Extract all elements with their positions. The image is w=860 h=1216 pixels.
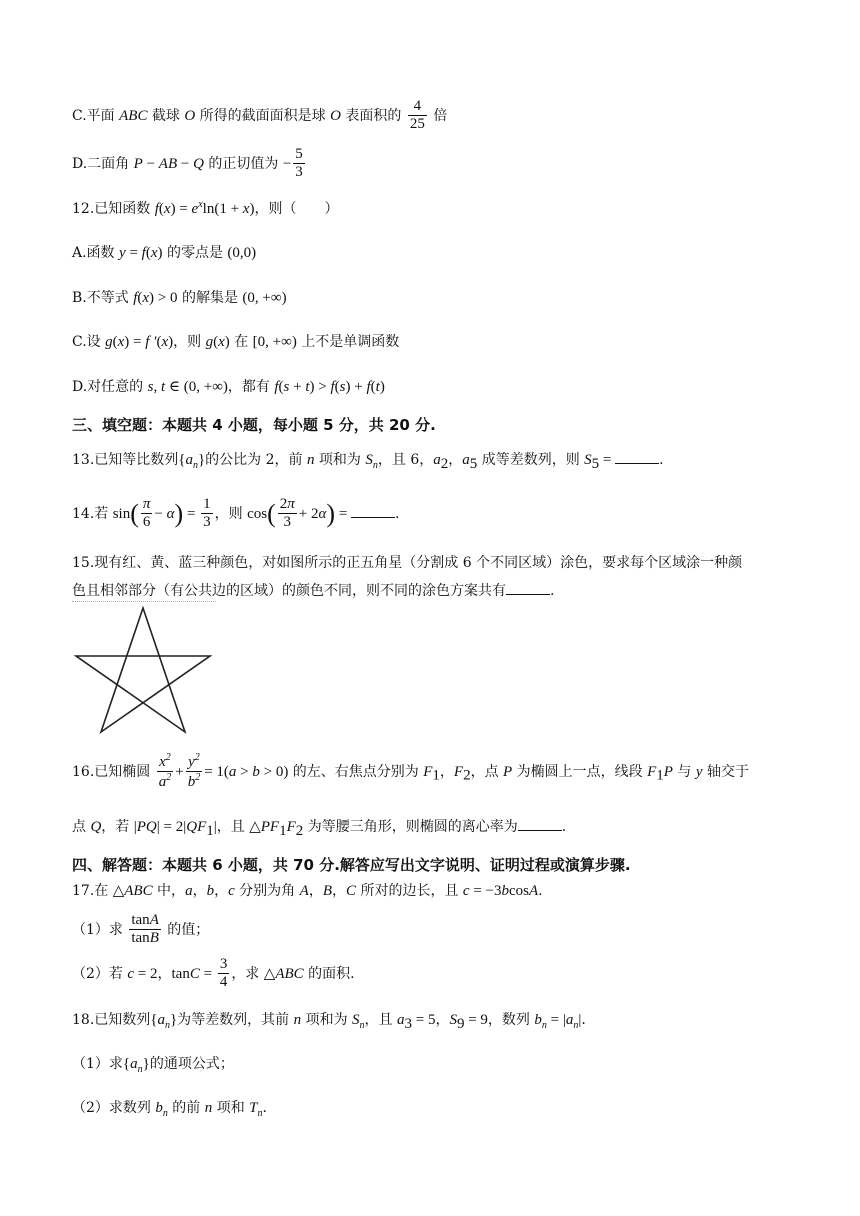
q17-part1: （1）求 $\frac{\tan A}{\tan B}$ 的值； (72, 912, 210, 947)
q18-part2: （2）求数列 $b_n$ 的前 n 项和 $T_n$. (72, 1100, 267, 1119)
q12-stem: 12.已知函数 $f(x) = e^x\ln(1 + x)$，则（ ） (72, 199, 339, 217)
q16-line1: 16.已知椭圆 $\frac{x^2}{a^2}$ + $\frac{y^2}{b^2}$ = 1(a > b > 0) 的左、右焦点分别为 $F_1$，$F_2$，点 P 为椭圆上一点，线段 $F_1P$ 与 y 轴交于 (72, 752, 749, 791)
pentagram-outline (76, 608, 210, 732)
q18-stem: 18.已知数列$\{a_n\}$为等差数列，其前 n 项和为 $S_n$，且 $a_3 = 5$，$S_9 = 9$，数列 $b_n = |a_n|$. (72, 1012, 586, 1032)
q12-option-a: A.函数 y = f(x) 的零点是 (0,0) (72, 245, 257, 261)
q13: 13.已知等比数列$\{a_n\}$的公比为 2，前 n 项和为 $S_n$，且 6，$a_2$，$a_5$ 成等差数列，则 $S_5$ = . (72, 452, 664, 472)
q11-option-d: D.二面角 P − AB − Q 的正切值为 − $\frac{5}{3}$ (72, 146, 303, 181)
q16-line2: 点 Q，若 $|PQ| = 2|QF_1|$，且 $\triangle PF_1F_2$ 为等腰三角形，则椭圆的离心率为 . (72, 819, 567, 839)
q18-part1: （1）求$\{a_n\}$的通项公式； (72, 1056, 234, 1075)
answer-blank (351, 505, 395, 518)
fraction: $\frac{5}{3}$ (295, 146, 303, 181)
q17-stem: 17.在 △ABC 中，a，b，c 分别为角 A，B，C 所对的边长，且 c = −3bcosA. (72, 883, 543, 899)
q15-line1: 15.现有红、黄、蓝三种颜色，对如图所示的正五角星（分割成 6 个不同区域）涂色，要求每个区域涂一种颜 (72, 555, 743, 571)
q17-part2: （2）若 c = 2，tanC = $\frac{3}{4}$ ，求 △ABC 的面积. (72, 956, 355, 991)
pentagram-figure (72, 606, 222, 736)
section-3-heading: 三、填空题：本题共 4 小题，每小题 5 分，共 20 分. (72, 416, 436, 434)
q12-option-c: C.设 g(x) = f ′(x)，则 g(x) 在 [0, +∞) 上不是单调函数 (72, 334, 400, 350)
answer-blank (506, 582, 550, 595)
q12-option-d: D.对任意的 s, t ∈ (0, +∞)，都有 f(s + t) > f(s) + f(t) (72, 379, 385, 395)
answer-blank (615, 451, 659, 464)
q15-line2: 色且相邻部分（有公共边的区域）的颜色不同，则不同的涂色方案共有 . (72, 583, 555, 599)
dotted-underline (72, 601, 216, 602)
fraction: $\frac{4}{25}$ (409, 98, 425, 133)
q12-option-b: B.不等式 f(x) > 0 的解集是 (0, +∞) (72, 290, 287, 306)
q14: 14.若 sin( $\frac{\pi}{6}$ − α) = $\frac{1}{3}$ ，则 cos( $\frac{2\pi}{3}$ + 2α) = . (72, 496, 400, 531)
answer-blank (518, 818, 562, 831)
q11-option-c: C.平面 ABC 截球 O 所得的截面面积是球 O 表面积的 $\frac{4}{25}$ 倍 (72, 98, 448, 133)
section-4-heading: 四、解答题：本题共 6 小题，共 70 分.解答应写出文字说明、证明过程或演算步骤. (72, 856, 631, 874)
